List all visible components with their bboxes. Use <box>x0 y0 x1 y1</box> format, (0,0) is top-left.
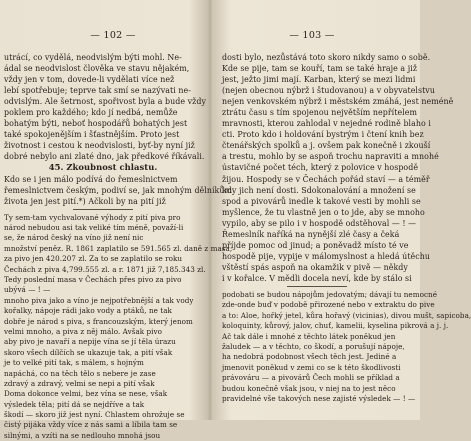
footnote-line: Ty sem-tam vychvalované výhody z pití piva pro <box>4 212 181 222</box>
footnote-line: Doma dokonce velmi, bez vína se nese, však <box>4 389 168 399</box>
text-line: ústavičné počet téch, který z polovice v hospodě <box>222 163 419 173</box>
right-page <box>214 0 471 420</box>
text-line: také spokojenějším i šťastnějším. Proto jest <box>4 130 180 140</box>
text-line: čtenářských spolků a j. ovšem pak konečně i zkouší <box>222 141 431 151</box>
page-text <box>0 52 233 441</box>
footnote-line: aby pivo je navaří a nepije vína se jí těla úrazu <box>4 337 176 347</box>
page-number: — 102 — <box>90 30 136 41</box>
footnote-line: zde-onde buď v podobě přirozené nebo v extraktu do pive <box>222 300 435 310</box>
text-line: ádal se neodvislost člověka ve stavu nějakém, <box>4 64 190 74</box>
text-line: cti. Proto kdo i holdování bystrým i čtení knih bez <box>222 130 424 140</box>
footnote-line: a to: Aloe, hořký jetel, kůra hořavý (vicinias), divou mušt, sapicoba, <box>222 310 471 320</box>
footnote-line: výsledek těla; pití dá se nejdříve a tak <box>4 399 145 409</box>
footnote-divider <box>0 207 206 213</box>
footnote-line: koloquinty, kůrový, jalov, chuť, kamelii, kyselina pikrová a j. j. <box>222 321 449 331</box>
text-line: řemeslnictvem českým, podiví se, jak mnohým dělníkům <box>4 185 233 195</box>
text-line: lebí spotřebuje; teprve tak smí se nazývati ne- <box>4 86 191 96</box>
footnote-line: čistý pijáka vždy více z nás sami a líbila tam se <box>4 420 178 430</box>
text-line: poklem pro každého; kdo jí nedbá, nemůže <box>4 108 178 118</box>
footnote-line: pravidelné vše takových nese zajisté výsledek — ! — <box>222 393 416 403</box>
footnote-line: silnými, a vzíti na se nedlouho mnohá jsou <box>4 430 161 440</box>
section-heading: 45. Zkoubnost chlastu. <box>48 162 158 173</box>
text-line: mravnosti, kterou zahlodal v nejedné rodině blaho i <box>222 119 431 129</box>
footnote-line: mnoho piva jako a víno je nejpotřebnější a tak vody <box>4 295 194 305</box>
footnote-line: právováru — a pivovárů Čech mohli se příklad a <box>222 373 400 383</box>
page-text <box>214 52 471 404</box>
text-line: dobré nebylo ani zlaté dno, jak předkové říkávali. <box>4 152 205 162</box>
footnote-line: jmenovit poněkud v zemi co se k této škodlivosti <box>222 362 401 372</box>
footnote-line: za pivo jen 420.207 zl. Za to se zaplatilo se roku <box>4 254 183 264</box>
text-line: vždy jen v tom, dovede-li vydělati více než <box>4 75 175 85</box>
footnote-line: dobře je národ s piva, s francouzským, který jenom <box>4 316 193 326</box>
text-line: kdy jich není dosti. Sdokonalování a množení se <box>222 185 416 195</box>
text-line: i v kořalce. V mědli docela neví, kde by stálo si <box>222 273 412 283</box>
footnote-line: ubývá — ! — <box>4 285 51 295</box>
text-line: života jen jest pití.*) Ačkoli by na pití již <box>4 196 166 206</box>
text-line: spod a pivovárů inedle k takové vesti by mohli se <box>222 196 421 206</box>
footnote-line: ha nedobrá podobnost všech těch jest. Jediné a <box>222 352 397 362</box>
left-page <box>0 0 233 440</box>
text-line: životnost i cestou k neodvislosti, byť-by nyní již <box>4 141 195 151</box>
footnote-line: se, že národ český na víno již není nic <box>4 233 144 243</box>
footnote-line: skoro všech dílčích se ukazuje tak, a pití však <box>4 347 173 357</box>
text-line: utrácí, co vydělá, neodvislým býti mohl. Ne- <box>4 53 182 62</box>
footnote-divider <box>214 284 420 290</box>
text-line: žijou. Hospody se v Čechách pořád staví — a téměř <box>222 174 430 184</box>
footnote-line: škodí — skoro již jest nyní. Chlastem ohrožuje se <box>4 410 185 420</box>
text-line: hospodě pije, vypije v málomyslnost a hledá útěchu <box>222 251 430 261</box>
footnote-line: podobati se budou nápojům jedovatým; dávají tu nemocné <box>222 289 438 299</box>
footnote-line: národ nebudou asi tak veliké tím méně, považí-li <box>4 223 184 233</box>
text-line: vštěstí spás aspoň na okamžik v pivě — někdy <box>222 262 408 272</box>
text-line: bohatým býti, neboť hospodářů bohatých jest <box>4 119 188 129</box>
text-line: příjde pomoc od jinud; a poněvadž místo té ve <box>222 240 409 250</box>
text-line: Kde se pije, tam se kouří, tam se také hraje a již <box>222 64 418 74</box>
footnote-line: Ač tak dále i mnohé z těchto látek poněkud jen <box>222 331 396 341</box>
footnote-line: žaludek — a v těchto, co škodí, a porušují nápoje, <box>222 341 405 351</box>
text-line: jest, ježto jimi mají. Karban, který se mezi lidmi <box>222 75 416 85</box>
text-line: myšlence, že tu vlastně jen o to jde, aby se mnoho <box>222 207 425 217</box>
text-line: Kdo se i jen málo podívá do řemeslnictvem <box>4 174 178 184</box>
text-line: Řemeslník naříká na nynější zlé časy a čeká <box>222 229 400 239</box>
footnote-line: je to velké pití tak, s málem, s hojným <box>4 358 144 368</box>
text-line: a trestu, mohlo by se aspoň trochu napraviti a mnohé <box>222 152 439 162</box>
text-line: odvislým. Ale šetrnost, spořivost byla a bude vždy <box>4 97 206 107</box>
text-line: dosti bylo, nezůstává toto skoro nikdy samo o sobě. <box>222 53 431 62</box>
footnote-line: napáchá, co na těch tělo s nebere je zase <box>4 368 156 378</box>
footnote-line: Tedy poslední masa v Čechách přes pivo za pivo <box>4 275 182 284</box>
footnote-line: zdravý a zdravý, velmi se nepi a pití však <box>4 378 155 388</box>
footnote-line: velmi mnoho, a piva z něj málo. Avšak pivo <box>4 326 163 336</box>
footnote-line: kořalky, nápoje rádi jako vody a ptáků, ne tak <box>4 306 172 316</box>
page-number: — 103 — <box>289 30 335 41</box>
footnote-line: budou konečně však jsou, v niej na to jest něco <box>222 383 396 393</box>
text-line: (nejen obecnou nýbrž i študovanou) a v obyvatelstvu <box>222 86 435 96</box>
footnote-line: Čechách z piva 4,799.555 zl. a r. 1871 již 7,185.343 zl. <box>4 264 206 274</box>
footnote-line: množství peněz. R. 1861 zaplatilo se 591.565 zl. daně z masa; <box>4 243 233 253</box>
text-line: ztrátu času s tím spojenou největším nepřítelem <box>222 108 417 118</box>
text-line: vypilo, aby se pilo i v hospodě odstěhoval — ! — <box>222 218 417 228</box>
text-line: nejen venkovském nýbrž i městském zmáhá, jest neméně <box>222 97 454 107</box>
